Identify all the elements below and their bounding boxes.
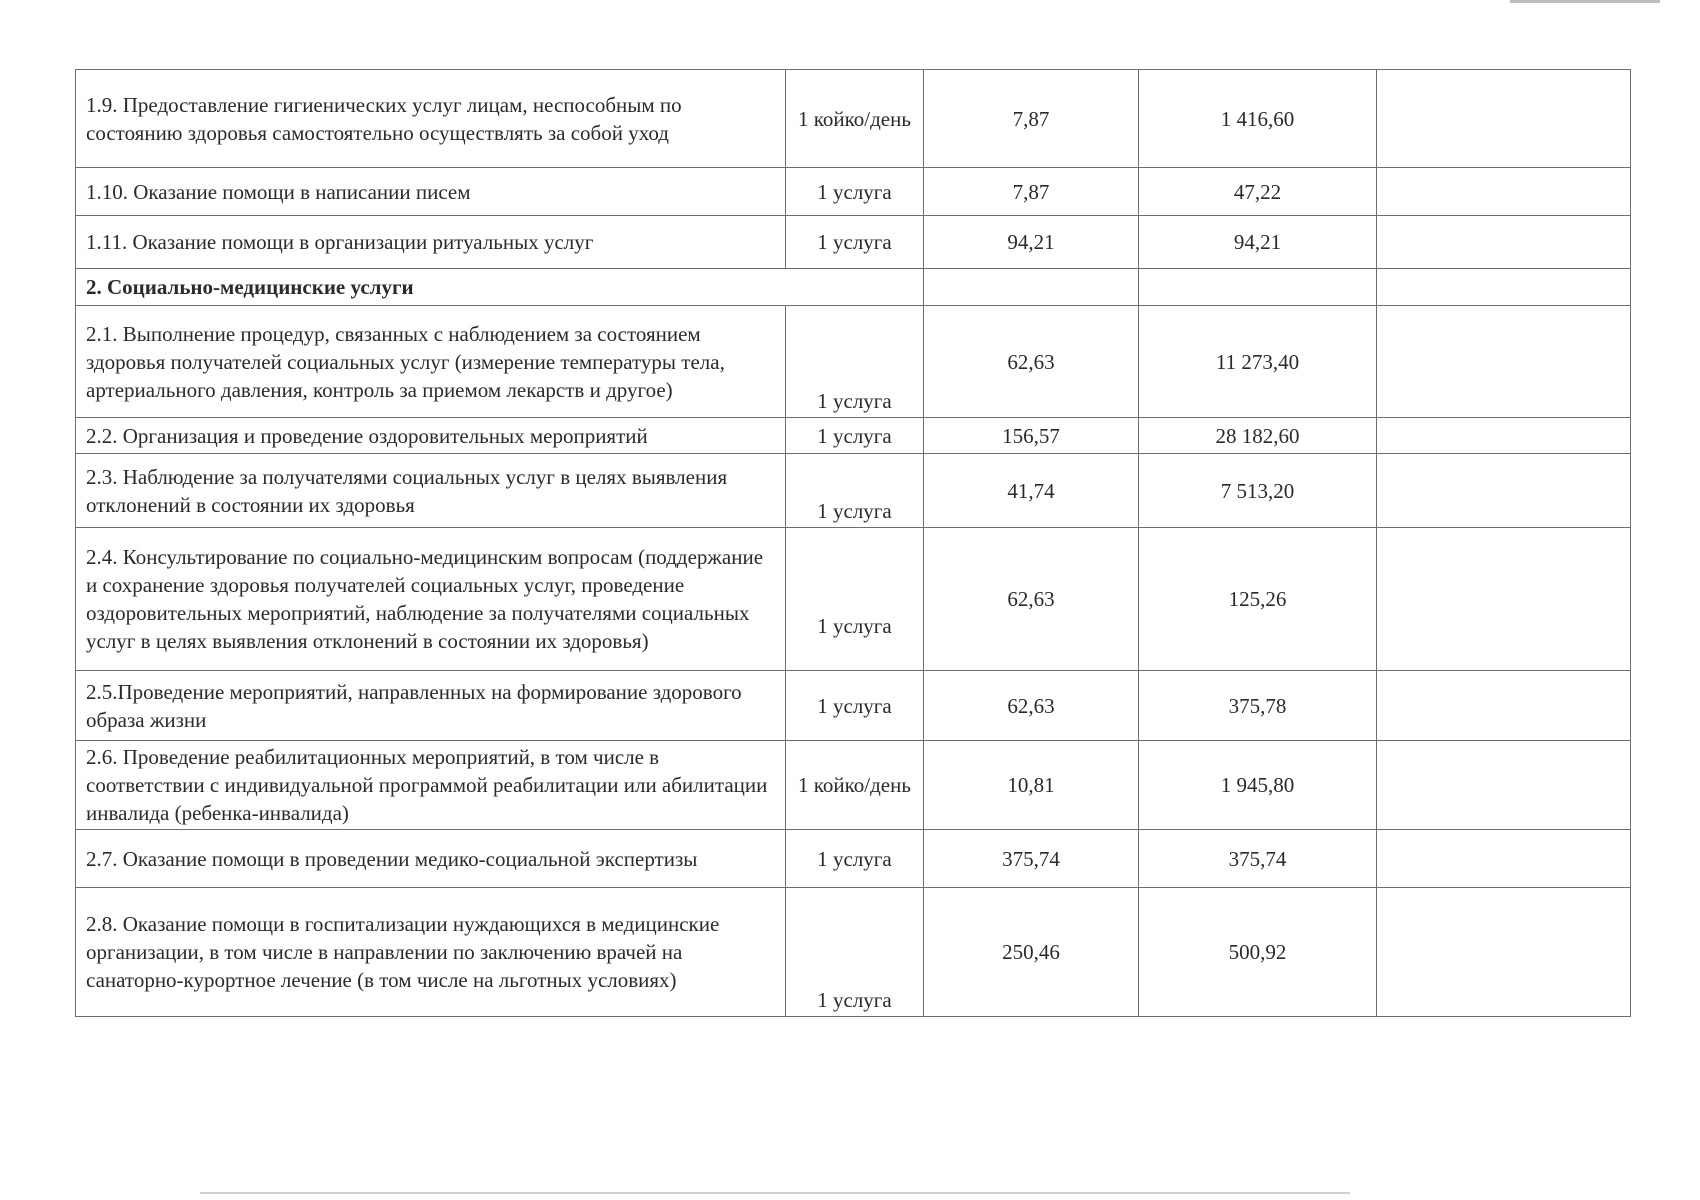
service-name-cell: 2.3. Наблюдение за получателями социальных услуг в целях выявления отклонений в состоянии их здоровья: [76, 454, 786, 528]
service-name-cell: 1.11. Оказание помощи в организации ритуальных услуг: [76, 216, 786, 269]
table-row: [76, 168, 1631, 216]
rate-cell: 375,74: [924, 830, 1139, 888]
total-cell: 1 416,60: [1139, 70, 1377, 168]
total-cell: 500,92: [1139, 888, 1377, 1017]
service-name-cell: 2.4. Консультирование по социально-медицинским вопросам (поддержание и сохранение здоровья получателей социальных услуг, проведение оздоровительных мероприятий, наблюдение за получателями социальных услуг в целях выявления отклонений в состоянии их здоровья): [76, 528, 786, 671]
table-row: [76, 418, 1631, 454]
total-cell: 28 182,60: [1139, 418, 1377, 454]
note-cell: [1377, 888, 1631, 1017]
service-name-cell: 2.2. Организация и проведение оздоровительных мероприятий: [76, 418, 786, 454]
note-cell: [1377, 168, 1631, 216]
service-name-cell: 2.8. Оказание помощи в госпитализации нуждающихся в медицинские организации, в том числе в направлении по заключению врачей на санаторно-курортное лечение (в том числе на льготных условиях): [76, 888, 786, 1017]
total-cell: 94,21: [1139, 216, 1377, 269]
unit-cell: 1 услуга: [786, 168, 924, 216]
unit-cell: 1 койко/день: [786, 741, 924, 830]
table-row: [76, 528, 1631, 671]
note-cell: [1377, 216, 1631, 269]
total-cell: 375,78: [1139, 671, 1377, 741]
total-cell: 7 513,20: [1139, 454, 1377, 528]
section-title: 2. Социально-медицинские услуги: [76, 269, 924, 306]
total-cell: 11 273,40: [1139, 306, 1377, 418]
unit-cell: 1 услуга: [786, 216, 924, 269]
table-row: [76, 671, 1631, 741]
note-cell: [1377, 418, 1631, 454]
empty-cell: [1139, 269, 1377, 306]
unit-cell: 1 услуга: [786, 830, 924, 888]
unit-cell: 1 услуга: [786, 528, 924, 671]
rate-cell: 62,63: [924, 528, 1139, 671]
total-cell: 375,74: [1139, 830, 1377, 888]
total-cell: 47,22: [1139, 168, 1377, 216]
unit-cell: 1 услуга: [786, 888, 924, 1017]
scan-edge-mark-top: [1510, 0, 1660, 3]
unit-cell: 1 услуга: [786, 418, 924, 454]
unit-cell: 1 услуга: [786, 671, 924, 741]
note-cell: [1377, 671, 1631, 741]
total-cell: 1 945,80: [1139, 741, 1377, 830]
service-name-cell: 1.9. Предоставление гигиенических услуг лицам, неспособным по состоянию здоровья самостоятельно осуществлять за собой уход: [76, 70, 786, 168]
service-name-cell: 2.7. Оказание помощи в проведении медико-социальной экспертизы: [76, 830, 786, 888]
section-header-row: [76, 269, 1631, 306]
service-name-cell: 2.6. Проведение реабилитационных мероприятий, в том числе в соответствии с индивидуальной программой реабилитации или абилитации инвалида (ребенка-инвалида): [76, 741, 786, 830]
table-row: [76, 741, 1631, 830]
note-cell: [1377, 70, 1631, 168]
note-cell: [1377, 830, 1631, 888]
empty-cell: [1377, 269, 1631, 306]
rate-cell: 250,46: [924, 888, 1139, 1017]
rate-cell: 41,74: [924, 454, 1139, 528]
unit-cell: 1 койко/день: [786, 70, 924, 168]
service-name-cell: 1.10. Оказание помощи в написании писем: [76, 168, 786, 216]
rate-cell: 156,57: [924, 418, 1139, 454]
unit-cell: 1 услуга: [786, 454, 924, 528]
service-name-cell: 2.1. Выполнение процедур, связанных с наблюдением за состоянием здоровья получателей социальных услуг (измерение температуры тела, артериального давления, контроль за приемом лекарств и другое): [76, 306, 786, 418]
table-row: [76, 454, 1631, 528]
unit-cell: 1 услуга: [786, 306, 924, 418]
rate-cell: 7,87: [924, 168, 1139, 216]
rate-cell: 7,87: [924, 70, 1139, 168]
rate-cell: 62,63: [924, 671, 1139, 741]
services-tariff-table: [75, 69, 1631, 1017]
rate-cell: 10,81: [924, 741, 1139, 830]
total-cell: 125,26: [1139, 528, 1377, 671]
table-row: [76, 830, 1631, 888]
rate-cell: 62,63: [924, 306, 1139, 418]
table-row: [76, 70, 1631, 168]
note-cell: [1377, 306, 1631, 418]
note-cell: [1377, 741, 1631, 830]
table-row: [76, 216, 1631, 269]
table-row: [76, 306, 1631, 418]
rate-cell: 94,21: [924, 216, 1139, 269]
table-row: [76, 888, 1631, 1017]
note-cell: [1377, 454, 1631, 528]
empty-cell: [924, 269, 1139, 306]
scan-edge-mark-bottom: [200, 1192, 1350, 1194]
service-name-cell: 2.5.Проведение мероприятий, направленных на формирование здорового образа жизни: [76, 671, 786, 741]
note-cell: [1377, 528, 1631, 671]
